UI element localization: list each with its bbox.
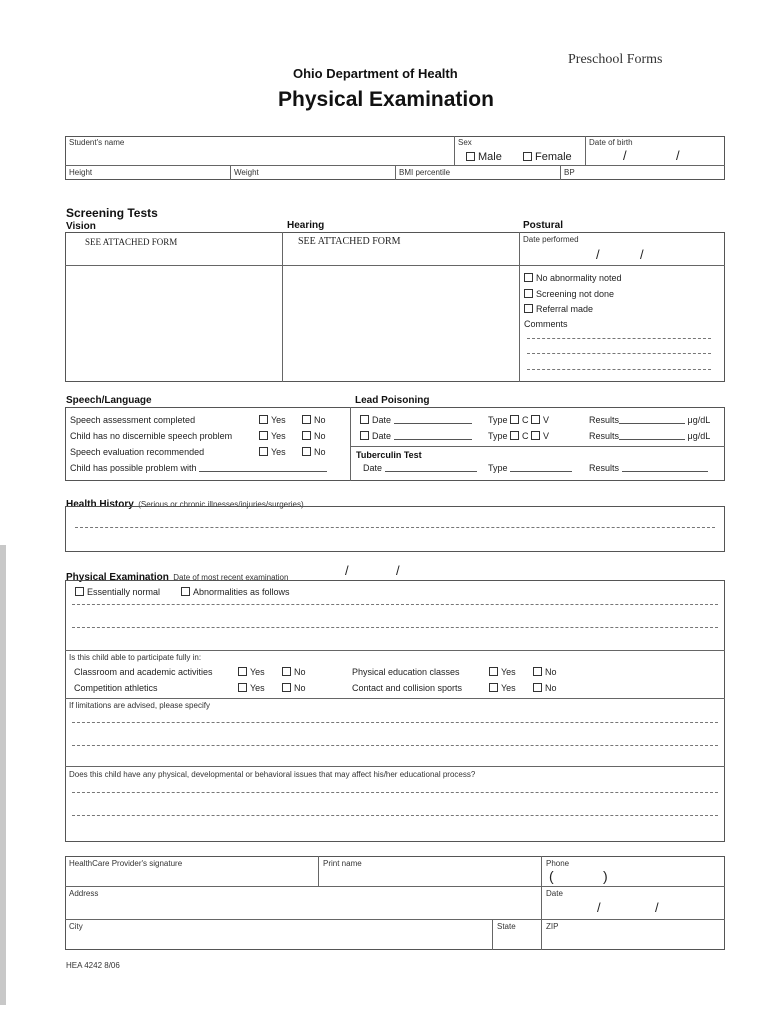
yes-checkbox[interactable] <box>259 447 268 456</box>
date-slash: / <box>623 148 627 163</box>
phone-close: ) <box>603 868 608 884</box>
no-checkbox[interactable] <box>533 683 542 692</box>
tb-results: Results <box>589 463 708 473</box>
speech-item-3: Speech evaluation recommended <box>70 447 205 457</box>
provider-box <box>65 856 725 950</box>
v-checkbox[interactable] <box>531 415 540 424</box>
activity-athletics: Competition athletics <box>74 683 158 693</box>
tb-date: Date <box>363 463 477 473</box>
contact-no[interactable]: No <box>533 683 557 693</box>
issues-question: Does this child have any physical, developmental or behavioral issues that may affect his/her educational process? <box>69 770 476 779</box>
activity-classroom: Classroom and academic activities <box>74 667 213 677</box>
male-option[interactable]: Male <box>466 151 502 163</box>
normal-checkbox[interactable] <box>75 587 84 596</box>
no-checkbox[interactable] <box>282 667 291 676</box>
female-checkbox[interactable] <box>523 152 532 161</box>
date-slash: / <box>345 563 349 578</box>
essentially-normal[interactable]: Essentially normal <box>75 587 160 597</box>
yes-checkbox[interactable] <box>259 415 268 424</box>
speech-no-1[interactable]: No <box>302 415 326 425</box>
date-slash: / <box>676 148 680 163</box>
speech-yes-1[interactable]: Yes <box>259 415 286 425</box>
lead-type-1: Type C V <box>488 415 550 425</box>
tb-type: Type <box>488 463 572 473</box>
yes-checkbox[interactable] <box>489 683 498 692</box>
hearing-label: Hearing <box>287 220 325 231</box>
no-checkbox[interactable] <box>282 683 291 692</box>
postural-option-2[interactable]: Screening not done <box>524 289 614 299</box>
no-checkbox[interactable] <box>302 447 311 456</box>
student-name-label: Student's name <box>69 138 125 147</box>
speech-item-2: Child has no discernible speech problem <box>70 431 233 441</box>
lead-date-2[interactable]: Date <box>360 431 472 441</box>
scan-edge <box>0 545 6 1005</box>
v-checkbox[interactable] <box>531 431 540 440</box>
postural-date-label: Date performed <box>523 235 579 244</box>
male-checkbox[interactable] <box>466 152 475 161</box>
tb-title: Tuberculin Test <box>356 450 422 460</box>
screening-box <box>65 232 725 382</box>
height-label: Height <box>69 168 93 177</box>
address-label: Address <box>69 889 99 898</box>
postural-option-3[interactable]: Referral made <box>524 304 593 314</box>
c-checkbox[interactable] <box>510 431 519 440</box>
speech-yes-3[interactable]: Yes <box>259 447 286 457</box>
no-checkbox[interactable] <box>533 667 542 676</box>
c-checkbox[interactable] <box>510 415 519 424</box>
yes-checkbox[interactable] <box>238 667 247 676</box>
lead-date-checkbox[interactable] <box>360 415 369 424</box>
date-slash: / <box>640 247 644 262</box>
speech-title: Speech/Language <box>66 395 152 406</box>
yes-checkbox[interactable] <box>238 683 247 692</box>
corner-note: Preschool Forms <box>568 52 663 67</box>
yes-checkbox[interactable] <box>489 667 498 676</box>
bmi-label: BMI percentile <box>399 168 451 177</box>
limitations-label: If limitations are advised, please specify <box>69 701 210 710</box>
date-slash: / <box>596 247 600 262</box>
classroom-yes[interactable]: Yes <box>238 667 265 677</box>
pe-no[interactable]: No <box>533 667 557 677</box>
lead-date-1[interactable]: Date <box>360 415 472 425</box>
date-slash: / <box>597 900 601 915</box>
form-id: HEA 4242 8/06 <box>66 961 120 970</box>
dob-label: Date of birth <box>589 138 633 147</box>
abnormal-checkbox[interactable] <box>181 587 190 596</box>
classroom-no[interactable]: No <box>282 667 306 677</box>
lead-results-1: Results μg/dL <box>589 415 711 425</box>
sex-label: Sex <box>458 138 472 147</box>
zip-label: ZIP <box>546 922 559 931</box>
print-name-label: Print name <box>323 859 362 868</box>
contact-yes[interactable]: Yes <box>489 683 516 693</box>
weight-label: Weight <box>234 168 259 177</box>
postural-checkbox[interactable] <box>524 304 533 313</box>
athletics-yes[interactable]: Yes <box>238 683 265 693</box>
exam-box <box>65 580 725 842</box>
postural-label: Postural <box>523 220 564 231</box>
page-title: Physical Examination <box>278 88 494 111</box>
history-header: Health History (Serious or chronic illnesses/injuries/surgeries) <box>66 499 304 510</box>
department-name: Ohio Department of Health <box>293 66 458 81</box>
hearing-note: SEE ATTACHED FORM <box>298 236 401 247</box>
no-checkbox[interactable] <box>302 431 311 440</box>
no-checkbox[interactable] <box>302 415 311 424</box>
speech-item-1: Speech assessment completed <box>70 415 196 425</box>
comments-label: Comments <box>524 319 568 329</box>
date-label: Date <box>546 889 563 898</box>
signature-label: HealthCare Provider's signature <box>69 859 183 868</box>
activity-contact: Contact and collision sports <box>352 683 463 693</box>
lead-title: Lead Poisoning <box>355 395 430 406</box>
state-label: State <box>497 922 516 931</box>
speech-yes-2[interactable]: Yes <box>259 431 286 441</box>
vision-label: Vision <box>66 221 96 232</box>
postural-option-1[interactable]: No abnormality noted <box>524 273 622 283</box>
yes-checkbox[interactable] <box>259 431 268 440</box>
activity-pe: Physical education classes <box>352 667 460 677</box>
date-slash: / <box>655 900 659 915</box>
exam-header: Physical Examination Date of most recent examination <box>66 572 289 583</box>
abnormalities[interactable]: Abnormalities as follows <box>181 587 290 597</box>
screening-title: Screening Tests <box>66 206 158 220</box>
speech-possible-problem: Child has possible problem with <box>70 463 327 473</box>
history-box <box>65 506 725 552</box>
postural-checkbox[interactable] <box>524 273 533 282</box>
phone-open: ( <box>549 868 554 884</box>
postural-checkbox[interactable] <box>524 289 533 298</box>
pe-yes[interactable]: Yes <box>489 667 516 677</box>
vision-note: SEE ATTACHED FORM <box>85 237 178 247</box>
lead-date-checkbox[interactable] <box>360 431 369 440</box>
speech-no-3[interactable]: No <box>302 447 326 457</box>
city-label: City <box>69 922 83 931</box>
speech-no-2[interactable]: No <box>302 431 326 441</box>
participate-question: Is this child able to participate fully in: <box>69 653 202 662</box>
bp-label: BP <box>564 168 575 177</box>
date-slash: / <box>396 563 400 578</box>
lead-results-2: Results μg/dL <box>589 431 711 441</box>
lead-type-2: Type C V <box>488 431 550 441</box>
athletics-no[interactable]: No <box>282 683 306 693</box>
female-option[interactable]: Female <box>523 151 572 163</box>
phone-label: Phone <box>546 859 570 868</box>
